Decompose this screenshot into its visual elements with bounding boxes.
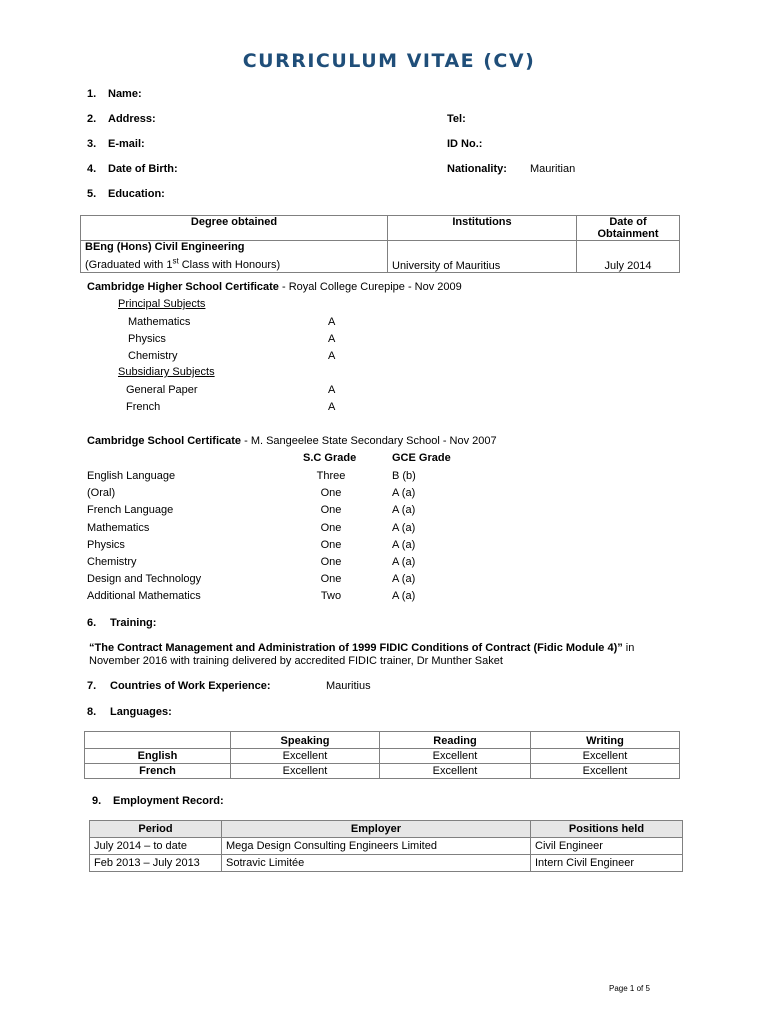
field-num: 7. [87,680,97,692]
writing-level: Excellent [531,749,680,764]
hsc-subject: Chemistry [128,350,178,362]
employment-table [89,820,683,872]
languages-label: Languages: [110,706,172,718]
training-course: “The Contract Management and Administration of 1999 FIDIC Conditions of Contract (Fidic Module 4)” in [89,642,635,654]
degree-honours: (Graduated with 1st Class with Honours) [85,256,281,271]
field-num: 2. [87,113,97,125]
field-num: 8. [87,706,97,718]
gce-grade: A (a) [392,573,416,586]
date-header: Date of Obtainment [577,216,680,241]
sc-subject: Chemistry [87,556,137,568]
sc-subject: Design and Technology [87,573,202,586]
field-num: 1. [87,88,97,100]
language-name: English [85,749,231,764]
page-title: CURRICULUM VITAE (CV) [242,50,536,72]
employer-header: Employer [222,821,531,838]
employment-employer: Mega Design Consulting Engineers Limited [222,838,531,855]
writing-level: Excellent [531,764,680,779]
hsc-grade: A [328,384,336,396]
page-number: Page 1 of 5 [609,984,650,993]
languages-table [84,731,680,779]
gce-grade: A (a) [392,556,416,568]
field-num: 6. [87,617,97,629]
sc-subject: Physics [87,538,125,551]
hsc-grade: A [328,350,336,362]
countries-label: Countries of Work Experience: [110,680,271,692]
training-label: Training: [110,617,157,629]
speaking-level: Excellent [231,749,380,764]
email-label: E-mail: [108,138,145,150]
institution-header: Institutions [388,216,577,241]
sc-heading: Cambridge School Certificate - M. Sangeelee State Secondary School - Nov 2007 [87,435,497,447]
sc-subject: Mathematics [87,521,150,534]
subsidiary-subjects-label: Subsidiary Subjects [118,366,215,378]
reading-header: Reading [380,732,531,749]
sc-subject: Additional Mathematics [87,590,201,603]
sc-grade: Two [320,590,342,603]
employment-period: Feb 2013 – July 2013 [90,855,222,872]
positions-header: Positions held [531,821,683,838]
field-num: 9. [92,795,102,807]
gce-grade-header: GCE Grade [392,452,451,464]
speaking-header: Speaking [231,732,380,749]
reading-level: Excellent [380,764,531,779]
hsc-heading: Cambridge Higher School Certificate - Royal College Curepipe - Nov 2009 [87,281,462,293]
employment-label: Employment Record: [113,795,224,807]
sc-grade: One [320,487,342,500]
employment-employer: Sotravic Limitée [222,855,531,872]
hsc-subject: Physics [128,333,166,345]
field-num: 5. [87,188,97,200]
nationality-label: Nationality: [447,163,507,175]
sc-subject: (Oral) [87,487,116,500]
gce-grade: B (b) [392,470,416,482]
writing-header: Writing [531,732,680,749]
degree-name: BEng (Hons) Civil Engineering [85,241,245,253]
employment-position: Intern Civil Engineer [531,855,683,872]
hsc-subject: General Paper [126,384,198,396]
lang-header-blank [85,732,231,749]
degree-cell [81,241,388,273]
sc-grade: One [320,556,342,568]
hsc-grade: A [328,401,336,413]
hsc-subject: Mathematics [128,316,191,328]
nationality-value: Mauritian [530,163,576,175]
employment-position: Civil Engineer [531,838,683,855]
language-name: French [85,764,231,779]
hsc-grade: A [328,333,336,345]
hsc-subject: French [126,401,161,413]
training-detail: November 2016 with training delivered by accredited FIDIC trainer, Dr Munther Saket [89,655,503,667]
gce-grade: A (a) [392,590,416,603]
degree-table [80,215,680,273]
hsc-grade: A [328,316,336,328]
address-label: Address: [108,113,156,125]
name-label: Name: [108,88,142,100]
gce-grade: A (a) [392,538,416,551]
period-header: Period [90,821,222,838]
sc-grade: One [320,573,342,586]
sc-grade: One [320,504,342,517]
sc-grade: Three [316,470,346,482]
dob-label: Date of Birth: [108,163,178,175]
field-num: 4. [87,163,97,175]
date-cell: July 2014 [577,241,680,273]
sc-grade: One [320,521,342,534]
degree-header: Degree obtained [81,216,388,241]
speaking-level: Excellent [231,764,380,779]
tel-label: Tel: [447,113,466,125]
countries-value: Mauritius [326,680,371,692]
institution-cell: University of Mauritius [388,241,577,273]
principal-subjects-label: Principal Subjects [118,298,206,310]
gce-grade: A (a) [392,521,416,534]
sc-subject: French Language [87,504,174,517]
education-label: Education: [108,188,165,200]
sc-grade: One [320,538,342,551]
sc-grade-header: S.C Grade [303,452,357,464]
sc-subject: English Language [87,470,176,482]
reading-level: Excellent [380,749,531,764]
employment-period: July 2014 – to date [90,838,222,855]
gce-grade: A (a) [392,504,416,517]
gce-grade: A (a) [392,487,416,500]
field-num: 3. [87,138,97,150]
id-label: ID No.: [447,138,483,150]
